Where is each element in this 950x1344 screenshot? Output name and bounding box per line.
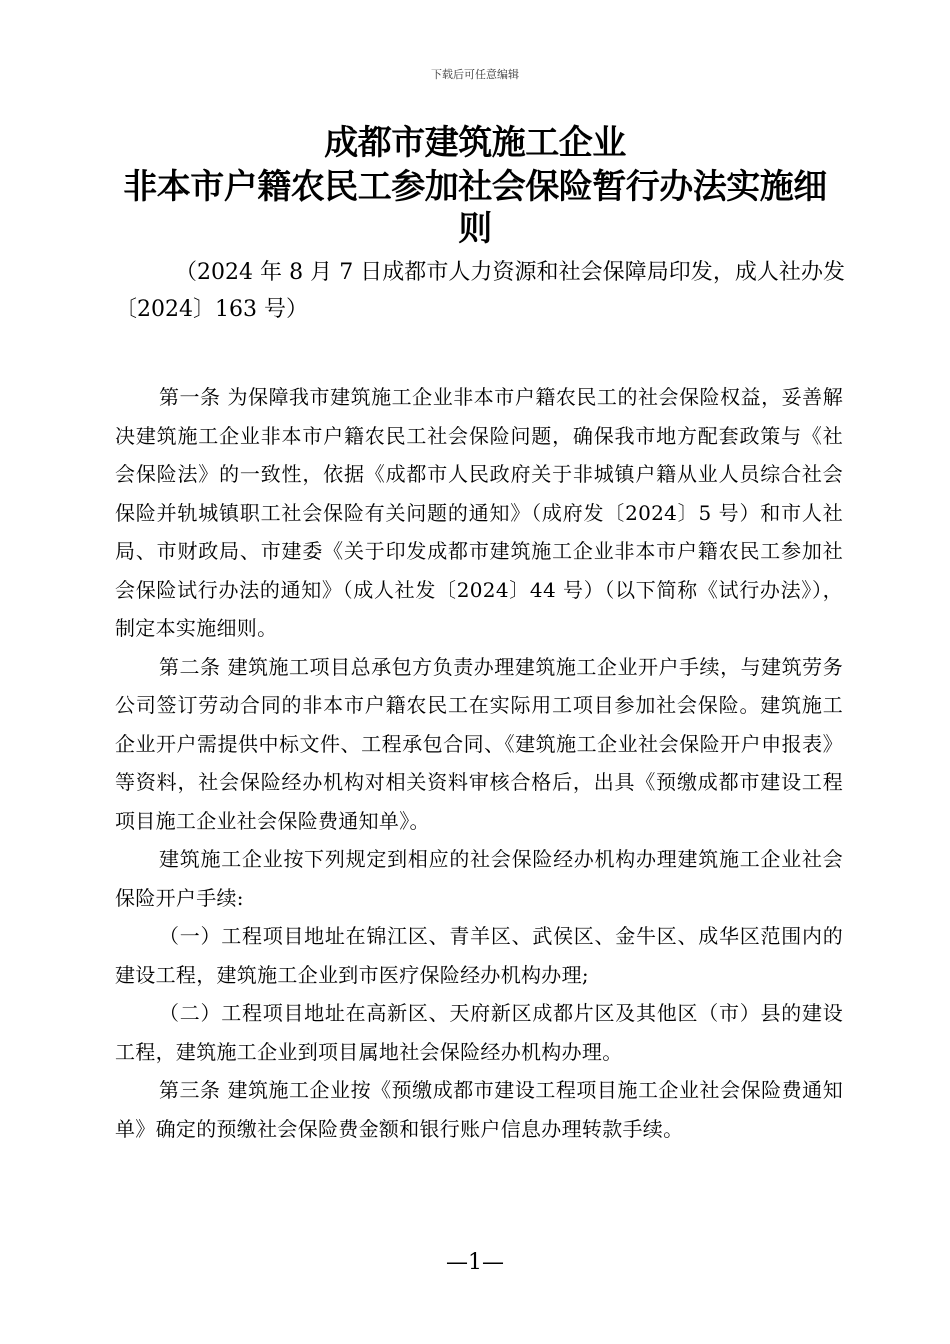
document-title-line-3: 则 <box>458 209 492 249</box>
registration-rules-paragraph: 建筑施工企业按下列规定到相应的社会保险经办机构办理建筑施工企业社会保险开户手续: <box>115 847 843 910</box>
issuance-note: （2024 年 8 月 7 日成都市人力资源和社会保障局印发，成人社办发〔2024〕163 号） <box>115 260 845 322</box>
document-title-line-2: 非本市户籍农民工参加社会保险暂行办法实施细 <box>123 167 827 207</box>
article-3-paragraph: 第三条 建筑施工企业按《预缴成都市建设工程项目施工企业社会保险费通知单》确定的预缴社会保险费金额和银行账户信息办理转款手续。 <box>115 1078 843 1141</box>
page-number: —1— <box>446 1250 504 1275</box>
header-note: 下载后可任意编辑 <box>431 68 519 81</box>
document-title-line-1: 成都市建筑施工企业 <box>324 123 626 163</box>
article-2-paragraph: 第二条 建筑施工项目总承包方负责办理建筑施工企业开户手续，与建筑劳务公司签订劳动合同的非本市户籍农民工在实际用工项目参加社会保险。建筑施工企业开户需提供中标文件、工程承包合同、《建筑施工企业社会保险开户申报表》等资料，社会保险经办机构对相关资料审核合格后，出具《预缴成都市建设工程项目施工企业社会保险费通知单》。 <box>115 654 843 833</box>
rule-item-2: （二）工程项目地址在高新区、天府新区成都片区及其他区（市）县的建设工程，建筑施工企业到项目属地社会保险经办机构办理。 <box>115 1001 843 1064</box>
document-body <box>115 378 843 1148</box>
article-1-paragraph: 第一条 为保障我市建筑施工企业非本市户籍农民工的社会保险权益，妥善解决建筑施工企业非本市户籍农民工社会保险问题，确保我市地方配套政策与《社会保险法》的一致性，依据《成都市人民政府关于非城镇户籍从业人员综合社会保险并轨城镇职工社会保险有关问题的通知》（成府发〔2024〕5 号）和市人社局、市财政局、市建委《关于印发成都市建筑施工企业非本市户籍农民工参加社会保险试行办法的通知》（成人社发〔2024〕44 号）（以下简称《试行办法》），制定本实施细则。 <box>115 385 843 640</box>
rule-item-1: （一）工程项目地址在锦江区、青羊区、武侯区、金牛区、成华区范围内的建设工程，建筑施工企业到市医疗保险经办机构办理; <box>115 924 843 987</box>
